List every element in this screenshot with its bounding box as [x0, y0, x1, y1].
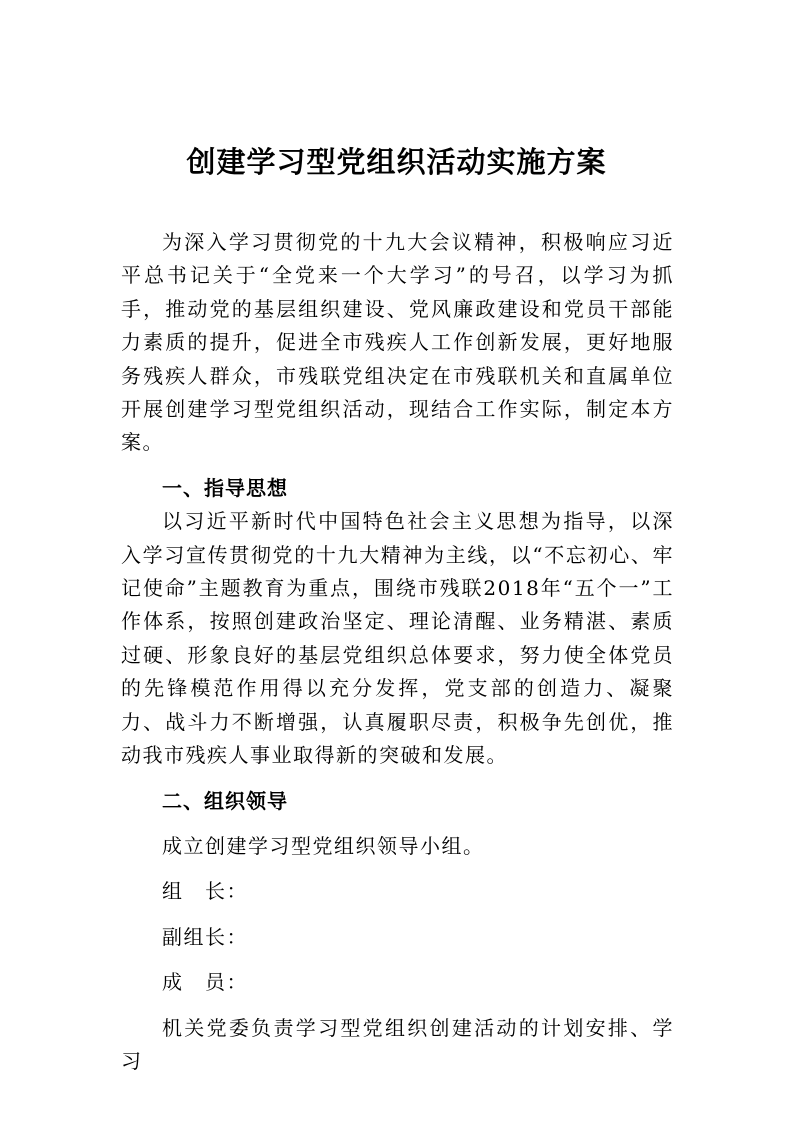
section-heading-guiding-ideology: 一、指导思想: [162, 475, 288, 500]
intro-paragraph: 为深入学习贯彻党的十九大会议精神，积极响应习近平总书记关于“全党来一个大学习”的号召，以学习为抓手，推动党的基层组织建设、党风廉政建设和党员干部能力素质的提升，促进全市残疾人工作创新发展，更好地服务残疾人群众，市残联党组决定在市残联机关和直属单位开展创建学习型党组织活动，现结合工作实际，制定本方案。: [121, 230, 674, 455]
group-leader-line: 组 长：: [162, 879, 248, 904]
duty-paragraph: 机关党委负责学习型党组织创建活动的计划安排、学习: [121, 1015, 674, 1073]
document-body: [121, 226, 674, 1078]
deputy-leader-line: 副组长：: [162, 924, 248, 949]
section-heading-organization: 二、组织领导: [162, 788, 288, 813]
organization-paragraph: 成立创建学习型党组织领导小组。: [162, 833, 485, 858]
guiding-ideology-paragraph: 以习近平新时代中国特色社会主义思想为指导，以深入学习宣传贯彻党的十九大精神为主线，以“不忘初心、牢记使命”主题教育为重点，围绕市残联2018年“五个一”工作体系，按照创建政治坚定、理论清醒、业务精湛、素质过硬、形象良好的基层党组织总体要求，努力使全体党员的先锋模范作用得以充分发挥，党支部的创造力、凝聚力、战斗力不断增强，认真履职尽责，积极争先创优，推动我市残疾人事业取得新的突破和发展。: [121, 509, 674, 768]
document-title: 创建学习型党组织活动实施方案: [186, 145, 607, 179]
members-line: 成 员：: [162, 970, 248, 995]
